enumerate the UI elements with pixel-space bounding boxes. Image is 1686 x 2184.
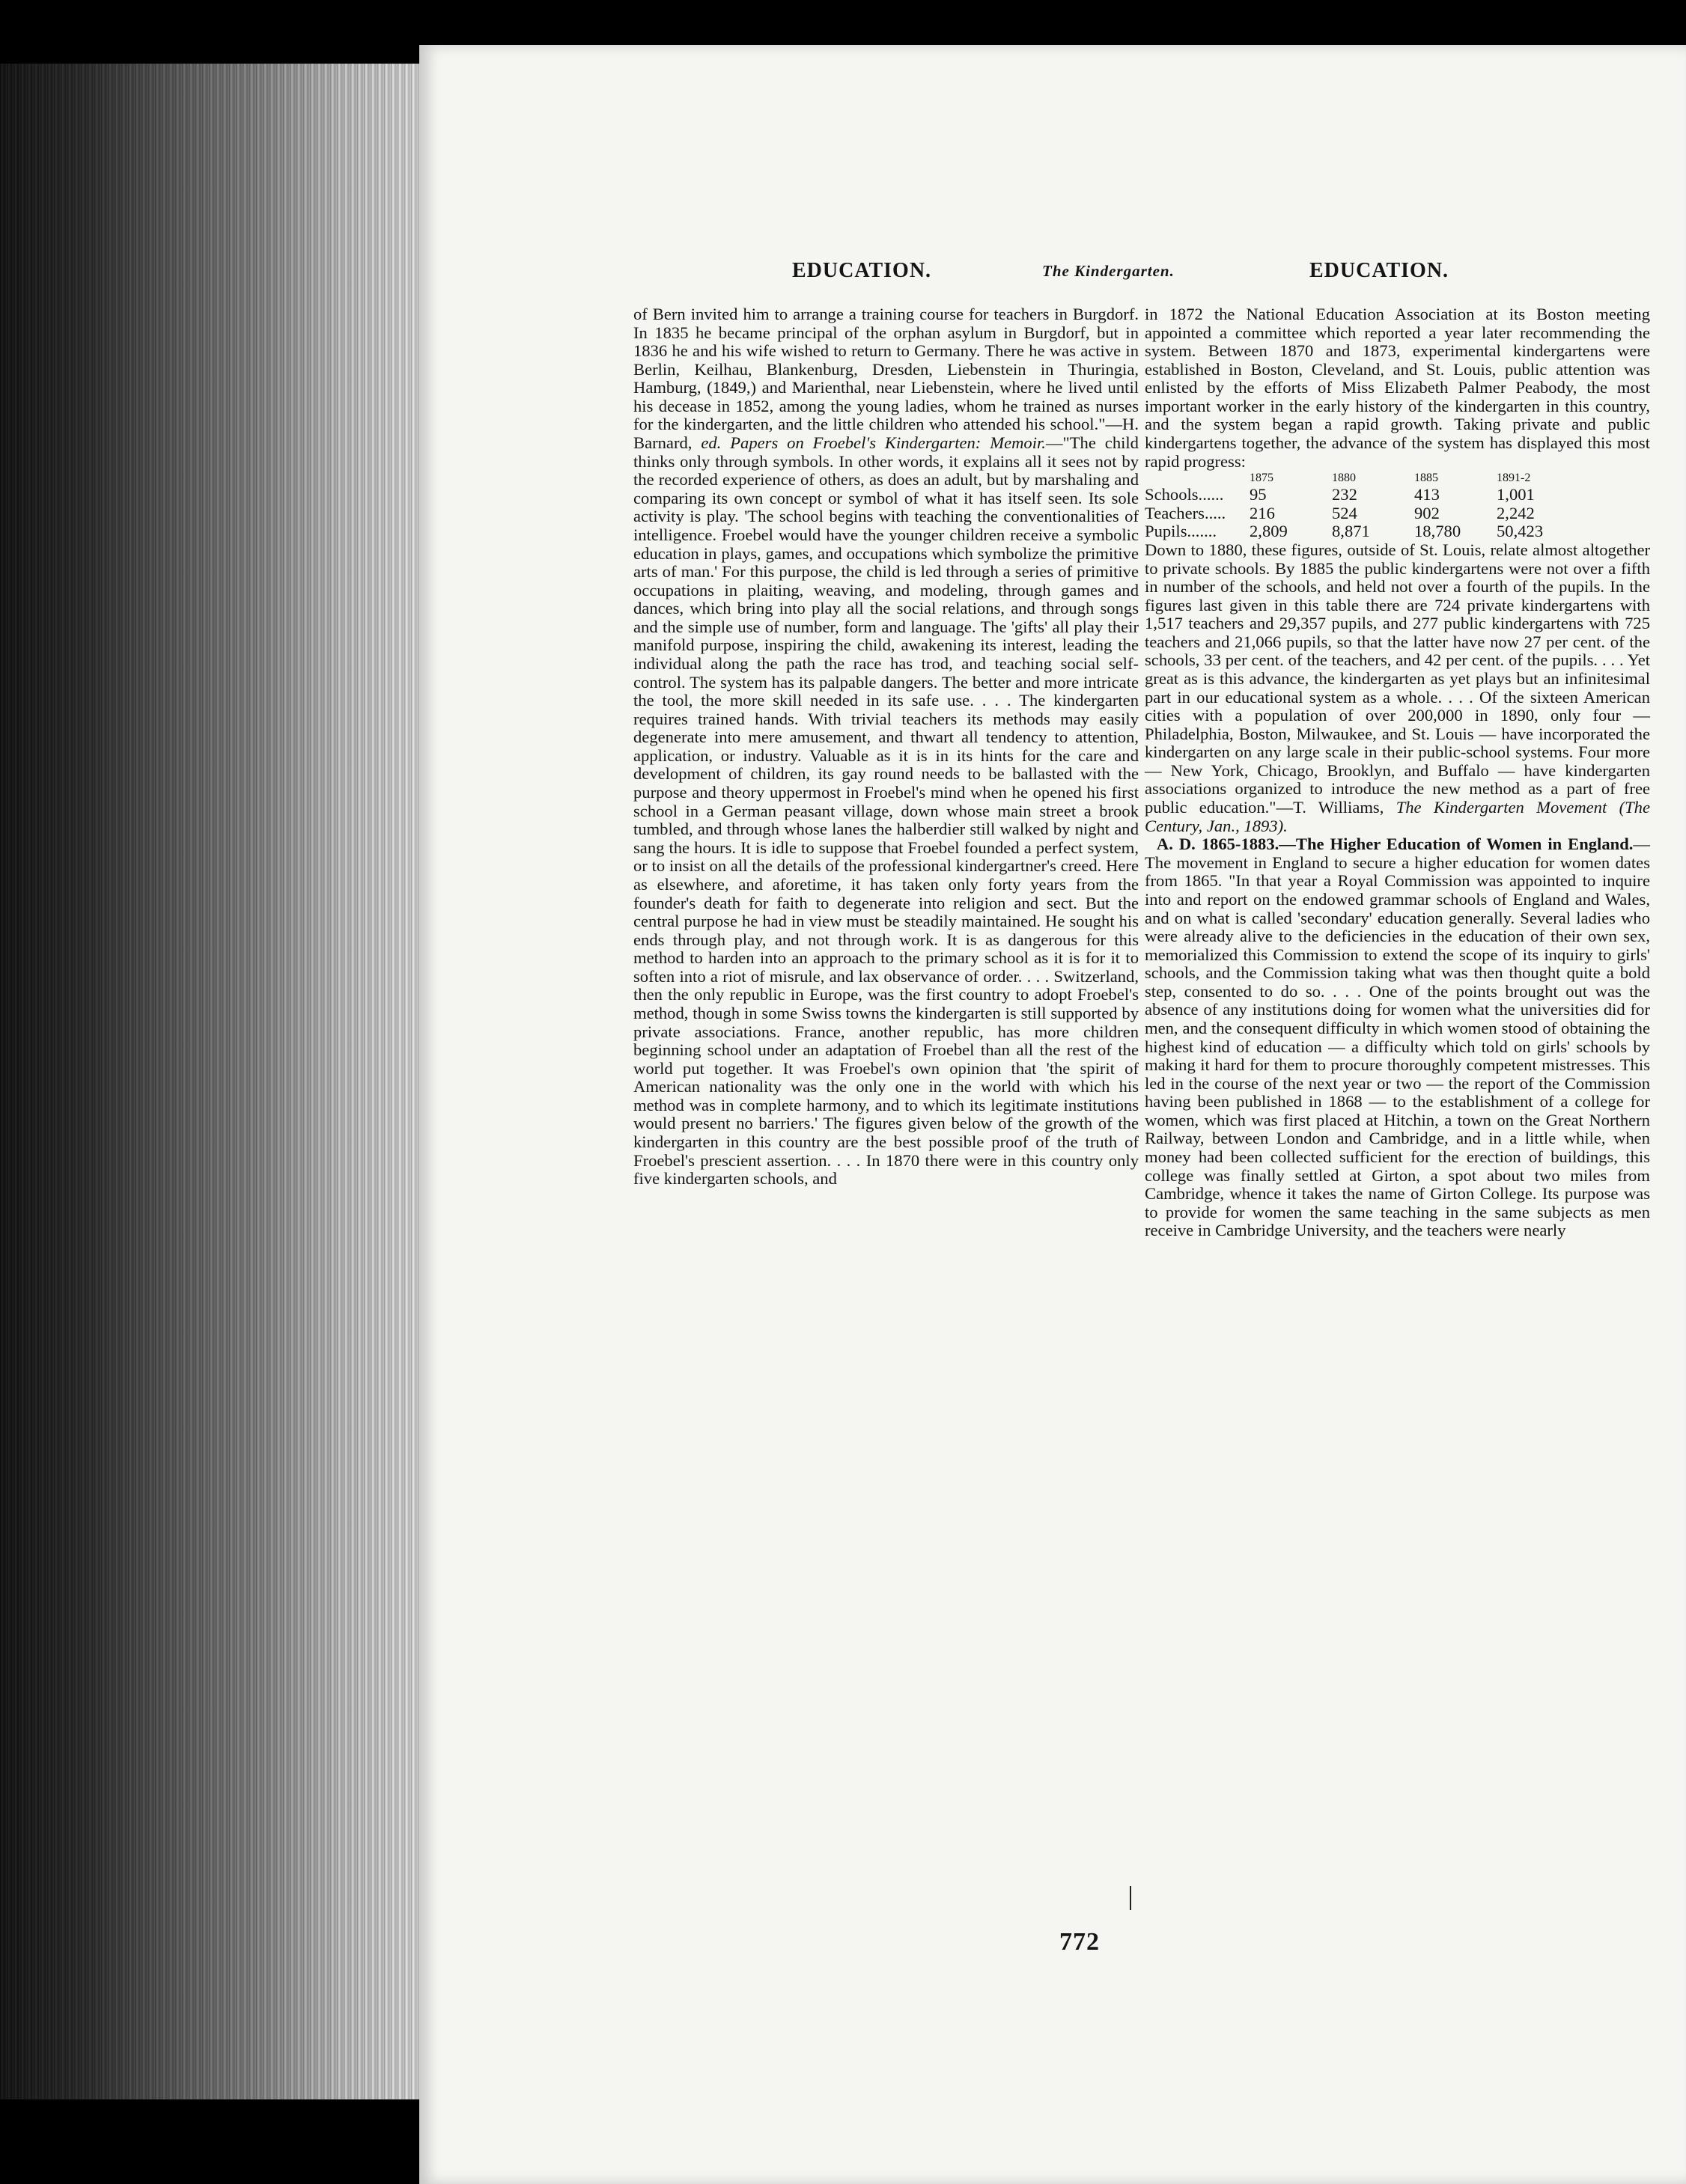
text-run: Down to 1880, these figures, outside of St. Louis, relate almost altogether to private schools. By 1885 the public kindergartens were not over a fifth in number of the schools, and held not over a fourth of the pupils. In the figures last given in this table there are 724 private kindergartens with 1,517 teachers and 29,357 pupils, and 277 public kindergartens with 725 teachers and 21,066 pupils, so that the latter have now 27 per cent. of the schools, 33 per cent. of the teachers, and 42 per cent. of the pupils. . . . Yet great as is this advance, the kindergarten as yet plays but an infinitesimal part in our educational system as a whole. . . . Of the sixteen American cities with a population of over 200,000 in 1890, only four — Philadelphia, Boston, Milwaukee, and St. Louis — have incorporated the kindergarten on any large scale in their public-school systems. Four more — New York, Chicago, Brooklyn, and Buffalo — have kindergarten associations organized to introduce the new method as a part of free public education."—T. Williams, [1145, 540, 1650, 817]
table-year-header: 1875 [1250, 472, 1273, 485]
table-cell: 413 [1414, 485, 1440, 504]
table-year-header: 1880 [1332, 472, 1356, 485]
right-paragraph-2 [1145, 541, 1650, 835]
running-head-center: The Kindergarten. [1042, 262, 1175, 280]
table-row-label: Schools...... [1145, 485, 1224, 504]
table-cell: 8,871 [1332, 522, 1370, 541]
running-head-left: EDUCATION. [792, 259, 932, 282]
table-corner [1145, 471, 1250, 486]
page-number: 772 [1059, 1928, 1100, 1956]
section-heading: A. D. 1865-1883.—The Higher Education of Women in England. [1156, 835, 1634, 854]
microfilm-edge [0, 64, 419, 2099]
book-page [419, 45, 1686, 2184]
statistics-table [1145, 471, 1650, 541]
table-row-label: Pupils....... [1145, 522, 1217, 541]
table-cell: 232 [1332, 485, 1357, 504]
left-column [633, 305, 1139, 1907]
table-cell: 1,001 [1497, 485, 1535, 504]
table-cell: 2,809 [1250, 522, 1288, 541]
right-paragraph-1: in 1872 the National Education Association at its Boston meeting appointed a committee which reported a year later recommending the system. Between 1870 and 1873, experimental kindergartens were established in Boston, Cleveland, and St. Louis, public attention was enlisted by the efforts of Miss Elizabeth Palmer Peabody, the most important worker in the early history of the kindergarten in this country, and the system began a rapid growth. Taking private and public kindergartens together, the advance of the system has displayed this most rapid progress: [1145, 305, 1650, 471]
table-cell: 2,242 [1497, 503, 1535, 522]
citation: The Kindergarten Movement (The Century, Jan., 1893). [1145, 798, 1650, 835]
table-cell: 902 [1414, 503, 1440, 522]
table-cell: 216 [1250, 503, 1275, 522]
right-paragraph-3 [1145, 835, 1650, 1240]
table-cell: 524 [1332, 503, 1357, 522]
left-paragraph [633, 305, 1139, 1189]
column-rule [1130, 1886, 1131, 1910]
table-cell: 50,423 [1497, 522, 1544, 541]
table-year-header: 1891-2 [1497, 472, 1531, 485]
table-year-header: 1885 [1414, 472, 1438, 485]
text-run: —The movement in England to secure a higher education for women dates from 1865. "In that year a Royal Commission was appointed to inquire into and report on the endowed grammar schools of England and Wales, and on what is called 'secondary' education generally. Several ladies who were already alive to the deficiencies in the education of their own sex, memorialized this Commission to extend the scope of its inquiry to girls' schools, and the Commission taking what was then thought quite a bold step, consented to do so. . . . One of the points brought out was the absence of any institutions doing for women what the universities did for men, and the consequent difficulty in which women stood of obtaining the highest kind of education — a difficulty which told on girls' schools by making it hard for them to procure thoroughly competent mistresses. This led in the course of the next year or two — the report of the Commission having been published in 1868 — to the establishment of a college for women, which was first placed at Hitchin, a town on the Great Northern Railway, between London and Cambridge, and in a little while, when money had been collected sufficient for the erection of buildings, this college was finally settled at Girton, a spot about two miles from Cambridge, whence it takes the name of Girton College. Its purpose was to provide for women the same teaching in the same subjects as men receive in Cambridge University, and the teachers were nearly [1145, 835, 1650, 1240]
right-column [1145, 305, 1650, 1240]
text-run: of Bern invited him to arrange a training course for teachers in Burgdorf. In 1835 he became principal of the orphan asylum in Burgdorf, but in 1836 he and his wife wished to return to Germany. There he was active in Berlin, Keilhau, Blankenburg, Dresden, Liebenstein in Thuringia, Hamburg, (1849,) and Marienthal, near Liebenstein, where he lived until his decease in 1852, among the young ladies, whom he trained as nurses for the kindergarten, and the little children who attended his school."—H. Barnard, [633, 305, 1139, 453]
table-cell: 95 [1250, 485, 1267, 504]
running-head-right: EDUCATION. [1309, 259, 1449, 282]
table-row-label: Teachers..... [1145, 503, 1226, 522]
table-cell: 18,780 [1414, 522, 1461, 541]
text-run: —"The child thinks only through symbols. In other words, it explains all it sees not by the recorded experience of others, as does an adult, but by marshaling and comparing its own concept or symbol of what it has itself seen. Its sole activity is play. 'The school begins with teaching the conventionalities of intelligence. Froebel would have the younger children receive a symbolic education in plays, games, and occupations which symbolize the primitive arts of man.' For this purpose, the child is led through a series of primitive occupations in plaiting, weaving, and modeling, through games and dances, which bring into play all the social relations, and through songs and the simple use of number, form and language. The 'gifts' all play their manifold purpose, inspiring the child, awakening its interest, leading the individual along the path the race has trod, and teaching social self-control. The system has its palpable dangers. The better and more intricate the tool, the more skill needed in its safe use. . . . The kindergarten requires trained hands. With trivial teachers its methods may easily degenerate into mere amusement, and thwart all tendency to attention, application, or industry. Valuable as it is in its hints for the care and development of children, its gay round needs to be ballasted with the purpose and theory uppermost in Froebel's mind when he opened his first school in a German peasant village, down whose main street a brook tumbled, and through whose lanes the halberdier still walked by night and sang the hours. It is idle to suppose that Froebel founded a perfect system, or to insist on all the details of the professional kindergartner's creed. Here as elsewhere, and aforetime, it has taken only forty years from the founder's death for faith to degenerate into religion and sect. But the central purpose he had in view must be steadily maintained. He sought his ends through play, and not through work. It is as dangerous for this method to harden into an approach to the primary school as it is for it to soften into a riot of misrule, and lax observance of order. . . . Switzerland, then the only republic in Europe, was the first country to adopt Froebel's method, though in some Swiss towns the kindergarten is still supported by private associations. France, another republic, has more children beginning school under an adaptation of Froebel than all the rest of the world put together. It was Froebel's own opinion that 'the spirit of American nationality was the only one in the world with which his method was in complete harmony, and to which its legitimate institutions would present no barriers.' The figures given below of the growth of the kindergarten in this country are the best possible proof of the truth of Froebel's prescient assertion. . . . In 1870 there were in this country only five kindergarten schools, and [633, 433, 1139, 1189]
citation: ed. Papers on Froebel's Kindergarten: Memoir. [701, 433, 1046, 453]
